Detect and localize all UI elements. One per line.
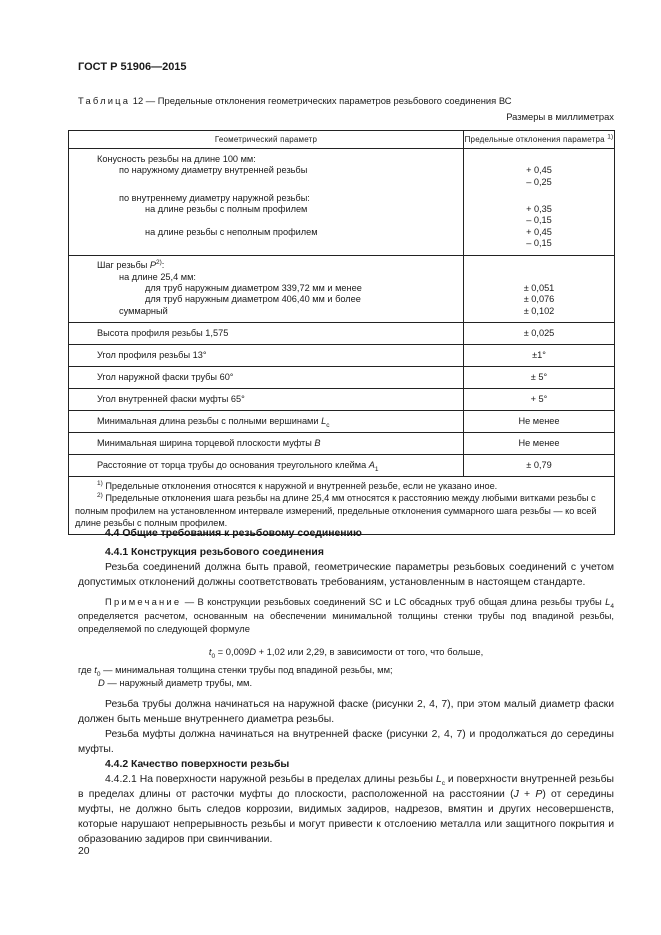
table-row [69, 432, 615, 454]
subscript: c [326, 422, 330, 430]
symbol: t [94, 663, 97, 675]
footnote-ref: 1) [607, 133, 614, 141]
note-text: — В конструкции резьбовых соединений SC и LC обсадных труб общая длина резьбы трубы [181, 596, 606, 607]
cell-text: Расстояние от торца трубы до основания треугольного клейма [97, 460, 369, 471]
symbol: D [249, 645, 256, 657]
caption-text: 12 — Предельные отклонения геометрических параметров резьбового соединения ВС [130, 95, 512, 106]
table-row [69, 454, 615, 476]
col-header-tolerance [464, 131, 615, 149]
cell-text: Угол наружной фаски трубы 60° [97, 372, 234, 383]
paragraph-text: + [518, 788, 536, 800]
document-header: ГОСТ Р 51906—2015 [78, 61, 187, 73]
table-caption [78, 95, 512, 106]
cell-text: Шаг резьбы [97, 260, 150, 271]
cell-text: суммарный [119, 305, 168, 316]
table-row [69, 149, 615, 256]
cell-text: по внутреннему диаметру наружной резьбы: [119, 192, 310, 203]
paragraph: Резьба трубы должна начинаться на наружной фаске (рисунки 2, 4, 7), при этом малый диаметр фаски должен быть меньше внутреннего диаметра резьбы. [78, 698, 614, 725]
cell-text: на длине резьбы с неполным профилем [145, 226, 318, 237]
units-note: Размеры в миллиметрах [506, 111, 614, 122]
cell-value: Не менее [464, 410, 615, 432]
cell-text: на длине 25,4 мм: [119, 271, 196, 282]
formula-text: + 1,02 или 2,29, в зависимости от того, что больше, [256, 645, 484, 657]
cell-value: + 0,45 [526, 165, 552, 176]
note-text: определяется расчетом, основанным на обеспечении минимальной толщины стенки трубы под впадиной резьбы, определяемой по следующей формуле [78, 609, 614, 634]
footnote-marker: 2) [97, 492, 103, 500]
paragraph [78, 772, 614, 847]
cell-text: Минимальная длина резьбы с полными вершинами [97, 416, 322, 427]
cell-value: ± 0,79 [464, 454, 615, 476]
cell-value: ± 5° [464, 366, 615, 388]
subscript: c [441, 779, 445, 787]
paragraph-text: 4.4.2.1 На поверхности наружной резьбы в пределах длины резьбы [105, 773, 436, 785]
footnote-marker: 1) [97, 479, 103, 487]
cell-text: Угол внутренней фаски муфты 65° [97, 394, 245, 405]
note-label: Примечание [105, 596, 182, 607]
cell-value: + 0,45 [526, 226, 552, 237]
caption-prefix: Таблица [78, 95, 131, 106]
where-text: — наружный диаметр трубы, мм. [104, 677, 253, 688]
symbol: P [149, 260, 157, 271]
col-header-parameter: Геометрический параметр [69, 131, 464, 149]
paragraph-text: ) от середины муфты, не должно быть следов коррозии, видимых задиров, надрезов, вмятин и других несовершенств, которые нарушают непрерывность резьбы и могут привести к отслоению металла или защитного покрытия и образованию задиров при свинчивании. [78, 788, 615, 845]
cell-text: на длине резьбы с полным профилем [145, 204, 308, 215]
symbol: L [321, 416, 327, 427]
table-row [69, 344, 615, 366]
footnote-ref: 2) [156, 259, 162, 267]
formula-text: = 0,009 [215, 645, 250, 657]
cell-text: Минимальная ширина торцевой плоскости муфты [97, 438, 315, 449]
cell-value: Не менее [464, 432, 615, 454]
table-row [69, 388, 615, 410]
cell-value: ±1° [464, 344, 615, 366]
section-body [78, 526, 614, 847]
cell-text: для труб наружным диаметром 406,40 мм и более [145, 294, 361, 305]
note-paragraph [78, 595, 614, 636]
where-line [78, 676, 614, 690]
table-row [69, 256, 615, 322]
paragraph: Резьба муфты должна начинаться на внутренней фаске (рисунки 2, 4, 7) и продолжаться до середины муфты. [78, 728, 614, 755]
cell-value: – 0,25 [526, 176, 552, 187]
cell-value: + 0,35 [526, 204, 552, 215]
where-text: — минимальная толщина стенки трубы под впадиной резьбы, мм; [100, 663, 393, 675]
cell-text: Конусность резьбы на длине 100 мм: [97, 154, 256, 164]
tolerance-table [68, 130, 615, 535]
col-header-text: Предельные отклонения параметра [464, 135, 605, 144]
symbol: t [208, 645, 212, 657]
where-line [78, 663, 614, 677]
cell-text: для труб наружным диаметром 339,72 мм и менее [145, 282, 362, 293]
symbol: L [605, 596, 611, 607]
table-row [69, 366, 615, 388]
page-number: 20 [78, 846, 90, 857]
symbol: L [435, 773, 442, 785]
cell-text: Высота профиля резьбы 1,575 [97, 328, 229, 339]
formula [78, 644, 614, 659]
symbol: J [513, 788, 519, 800]
footnote-text: Предельные отклонения относятся к наружной и внутренней резьбе, если не указано иное. [102, 480, 498, 491]
symbol: B [314, 438, 321, 449]
cell-text: : [161, 260, 165, 271]
section-heading-4-4: 4.4 Общие требования к резьбовому соединению [105, 528, 362, 539]
cell-value: ± 0,025 [464, 322, 615, 344]
paragraph: Резьба соединений должна быть правой, геометрические параметры резьбовых соединений с учетом допустимых отклонений должны соответствовать требованиям, установленным в настоящем стандарте. [78, 562, 614, 588]
cell-text: по наружному диаметру внутренней резьбы [119, 165, 308, 176]
section-heading-4-4-1: 4.4.1 Конструкция резьбового соединения [105, 547, 324, 558]
footnote-text: Предельные отклонения шага резьбы на длине 25,4 мм относятся к расстоянию между любыми витками резьбы с полным профилем на установленном интервале измерений, предельные отклонения суммарного шага резьбы — ко всей длине резьбы с полным профилем. [75, 493, 597, 529]
cell-value: + 5° [464, 388, 615, 410]
subscript: 1 [374, 466, 379, 474]
cell-value: – 0,15 [526, 238, 552, 249]
cell-value: ± 0,102 [523, 305, 555, 316]
subscript: 0 [96, 670, 101, 678]
subscript: 4 [610, 602, 614, 610]
table-header-row [69, 131, 615, 149]
symbol: A [368, 460, 375, 471]
cell-value: ± 0,051 [523, 282, 555, 293]
cell-value: ± 0,076 [523, 294, 555, 305]
cell-text: Угол профиля резьбы 13° [97, 350, 207, 361]
table-row [69, 322, 615, 344]
symbol: P [535, 788, 543, 800]
table-row [69, 410, 615, 432]
subscript: 0 [211, 652, 216, 660]
where-text: где [78, 663, 95, 675]
cell-value: – 0,15 [526, 215, 552, 226]
paragraph-text: и поверхности внутренней резьбы в пределах длины от расточки муфты до плоскости, расположенной на расстоянии ( [78, 773, 614, 800]
section-heading-4-4-2: 4.4.2 Качество поверхности резьбы [105, 758, 290, 770]
symbol: D [98, 677, 105, 688]
